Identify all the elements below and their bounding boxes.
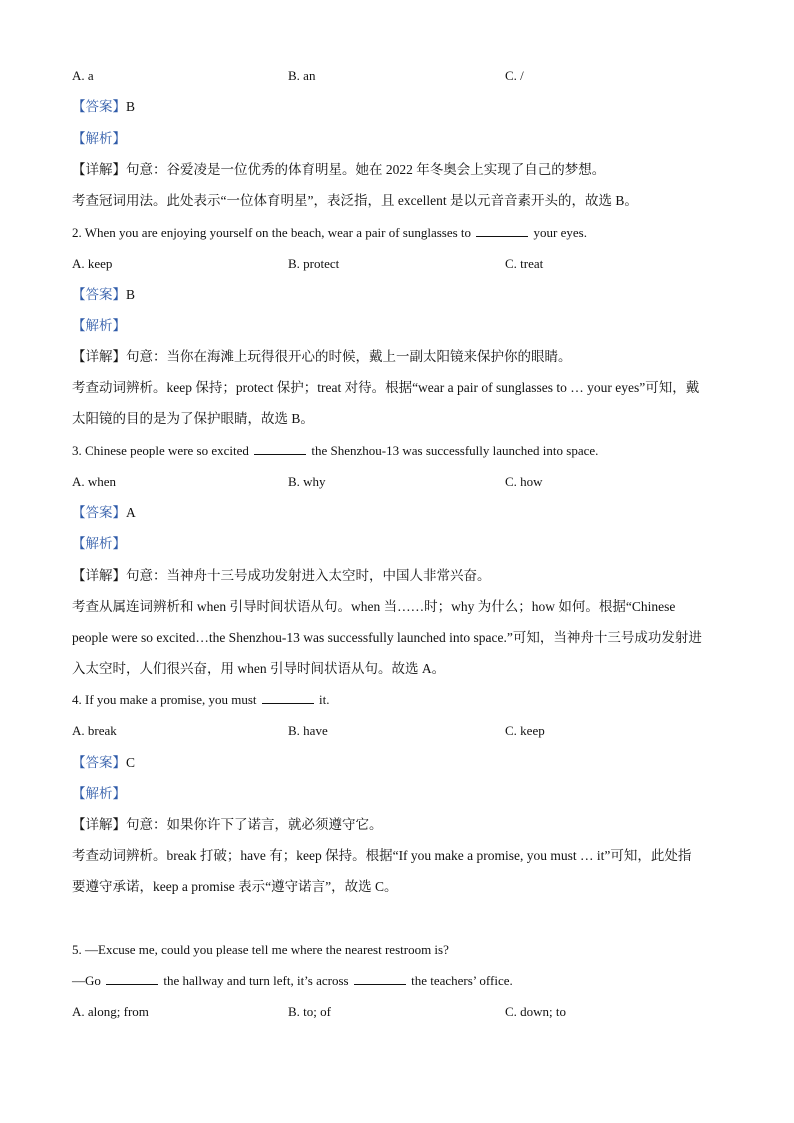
- q2-analysis-tag: [72, 317, 126, 335]
- q2-answer: [72, 286, 135, 304]
- answer-value: B: [126, 99, 136, 114]
- stem-text: it.: [319, 692, 330, 707]
- q3-explanation-line-2: people were so excited…the Shenzhou-13 was successfully launched into space.”可知，当神舟十三号成功发射进: [72, 630, 702, 645]
- answer-value: C: [126, 755, 136, 770]
- detail-tag: 【详解】: [72, 568, 126, 583]
- stem-text: 4. If you make a promise, you must: [72, 692, 257, 707]
- q4-option-c: C. keep: [505, 723, 545, 738]
- q2-option-a: A. keep: [72, 256, 113, 271]
- q1-answer: [72, 98, 135, 116]
- q1-option-b: B. an: [288, 68, 316, 83]
- answer-tag: 【答案】: [72, 505, 126, 520]
- stem-text: the teachers’ office.: [411, 973, 513, 988]
- q3-option-c: C. how: [505, 474, 543, 489]
- answer-value: A: [126, 505, 136, 520]
- q1-explanation: 考查冠词用法。此处表示“一位体育明星”，表泛指，且 excellent 是以元音音素开头的，故选 B。: [72, 193, 638, 208]
- q2-option-c: C. treat: [505, 256, 544, 271]
- detail-text: 句意：当神舟十三号成功发射进入太空时，中国人非常兴奋。: [126, 568, 491, 583]
- q4-option-a: A. break: [72, 723, 117, 738]
- answer-blank: [476, 224, 528, 237]
- stem-text: your eyes.: [533, 225, 587, 240]
- q3-option-b: B. why: [288, 474, 326, 489]
- q2-stem: [72, 224, 587, 242]
- q1-option-a: A. a: [72, 68, 94, 83]
- analysis-tag: 【解析】: [72, 536, 126, 551]
- answer-tag: 【答案】: [72, 287, 126, 302]
- q2-explanation-line-1: 考查动词辨析。keep 保持；protect 保护；treat 对待。根据“wear a pair of sunglasses to … your eyes”可知，戴: [72, 380, 700, 395]
- q4-option-b: B. have: [288, 723, 328, 738]
- detail-tag: 【详解】: [72, 817, 126, 832]
- q5-option-a: A. along; from: [72, 1004, 149, 1019]
- answer-tag: 【答案】: [72, 99, 126, 114]
- q3-explanation-line-1: 考查从属连词辨析和 when 引导时间状语从句。when 当……时；why 为什么；how 如何。根据“Chinese: [72, 599, 676, 614]
- q1-option-c: C. /: [505, 68, 524, 83]
- q3-option-a: A. when: [72, 474, 117, 489]
- q4-explanation-line-2: 要遵守承诺，keep a promise 表示“遵守诺言”，故选 C。: [72, 879, 398, 894]
- q3-explanation-line-3: 入太空时，人们很兴奋，用 when 引导时间状语从句。故选 A。: [72, 661, 446, 676]
- stem-text: the hallway and turn left, it’s across: [163, 973, 349, 988]
- answer-blank: [354, 972, 406, 985]
- stem-text: 2. When you are enjoying yourself on the beach, wear a pair of sunglasses to: [72, 225, 472, 240]
- q1-detail: [72, 161, 605, 179]
- stem-text: the Shenzhou-13 was successfully launched into space.: [311, 443, 599, 458]
- q5-option-c: C. down; to: [505, 1004, 567, 1019]
- q4-detail: [72, 816, 383, 834]
- q3-analysis-tag: [72, 535, 126, 553]
- answer-blank: [262, 691, 314, 704]
- q4-explanation-line-1: 考查动词辨析。break 打破；have 有；keep 保持。根据“If you make a promise, you must … it”可知，此处指: [72, 848, 692, 863]
- detail-text: 句意：如果你许下了诺言，就必须遵守它。: [126, 817, 383, 832]
- stem-text: —Go: [72, 973, 101, 988]
- detail-text: 句意：谷爱凌是一位优秀的体育明星。她在 2022 年冬奥会上实现了自己的梦想。: [126, 162, 606, 177]
- q1-analysis-tag: [72, 130, 126, 148]
- answer-value: B: [126, 287, 136, 302]
- q5-stem-line-2: [72, 972, 513, 990]
- detail-tag: 【详解】: [72, 162, 126, 177]
- q5-stem-line-1: 5. —Excuse me, could you please tell me where the nearest restroom is?: [72, 942, 449, 957]
- q3-detail: [72, 567, 491, 585]
- answer-tag: 【答案】: [72, 755, 126, 770]
- q2-explanation-line-2: 太阳镜的目的是为了保护眼睛，故选 B。: [72, 411, 314, 426]
- answer-blank: [254, 442, 306, 455]
- q4-answer: [72, 754, 135, 772]
- analysis-tag: 【解析】: [72, 318, 126, 333]
- q2-option-b: B. protect: [288, 256, 340, 271]
- detail-tag: 【详解】: [72, 349, 126, 364]
- q4-stem: [72, 691, 329, 709]
- q2-detail: [72, 348, 572, 366]
- q5-option-b: B. to; of: [288, 1004, 331, 1019]
- q3-stem: [72, 442, 598, 460]
- detail-text: 句意：当你在海滩上玩得很开心的时候，戴上一副太阳镜来保护你的眼睛。: [126, 349, 572, 364]
- answer-blank: [106, 972, 158, 985]
- analysis-tag: 【解析】: [72, 786, 126, 801]
- q3-answer: [72, 504, 136, 522]
- analysis-tag: 【解析】: [72, 131, 126, 146]
- q4-analysis-tag: [72, 785, 126, 803]
- stem-text: 3. Chinese people were so excited: [72, 443, 249, 458]
